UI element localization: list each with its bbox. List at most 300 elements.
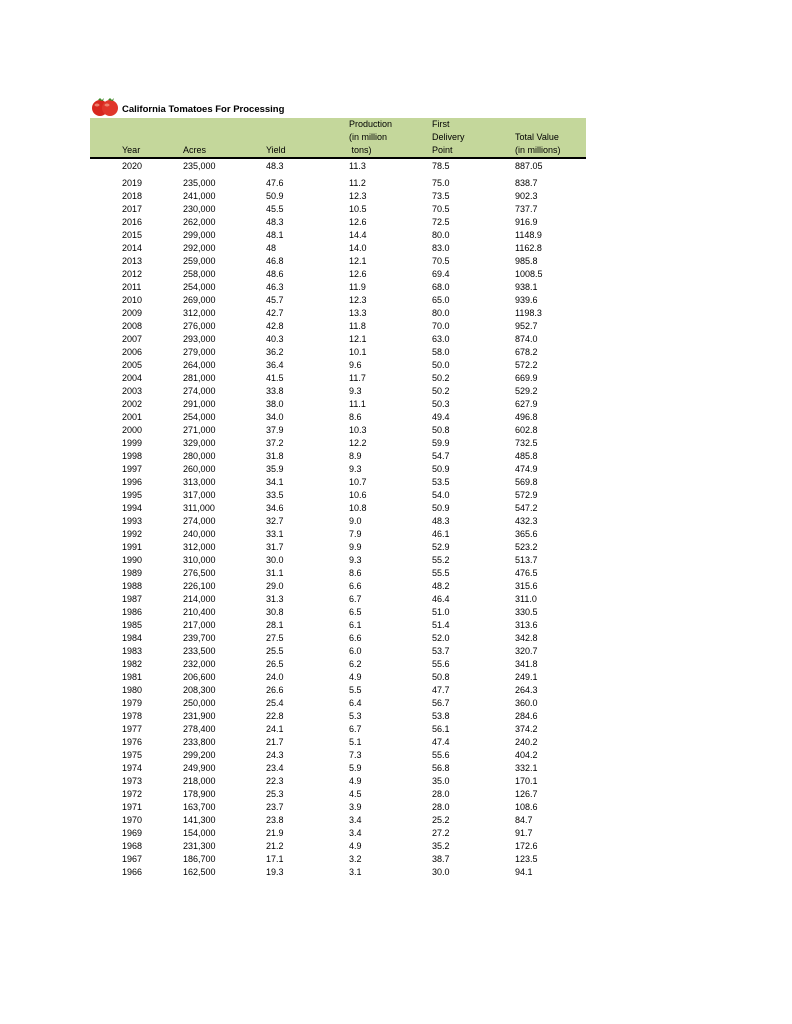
cell-first-delivery: 69.4 — [432, 269, 450, 279]
cell-year: 1969 — [122, 828, 143, 838]
cell-first-delivery: 63.0 — [432, 334, 450, 344]
cell-total-value: 627.9 — [515, 399, 538, 409]
cell-total-value: 315.6 — [515, 581, 538, 591]
table-row — [90, 411, 586, 424]
cell-first-delivery: 28.0 — [432, 802, 450, 812]
cell-yield: 33.1 — [266, 529, 284, 539]
cell-yield: 22.3 — [266, 776, 284, 786]
table-row — [90, 567, 586, 580]
table-row — [90, 229, 586, 242]
cell-first-delivery: 50.3 — [432, 399, 450, 409]
cell-production: 5.1 — [349, 737, 362, 747]
cell-production: 6.0 — [349, 646, 362, 656]
header-year: Year — [122, 145, 141, 155]
cell-first-delivery: 78.5 — [432, 161, 450, 171]
cell-yield: 25.4 — [266, 698, 284, 708]
cell-first-delivery: 55.6 — [432, 750, 450, 760]
cell-year: 1970 — [122, 815, 143, 825]
cell-year: 1973 — [122, 776, 143, 786]
cell-yield: 34.1 — [266, 477, 284, 487]
cell-yield: 26.6 — [266, 685, 284, 695]
cell-first-delivery: 56.7 — [432, 698, 450, 708]
cell-year: 1967 — [122, 854, 143, 864]
cell-year: 1985 — [122, 620, 143, 630]
cell-total-value: 939.6 — [515, 295, 538, 305]
cell-acres: 292,000 — [183, 243, 216, 253]
cell-acres: 293,000 — [183, 334, 216, 344]
table-row — [90, 203, 586, 216]
cell-total-value: 313.6 — [515, 620, 538, 630]
table-row — [90, 554, 586, 567]
cell-acres: 262,000 — [183, 217, 216, 227]
cell-production: 10.7 — [349, 477, 367, 487]
table-row — [90, 645, 586, 658]
cell-year: 2014 — [122, 243, 143, 253]
cell-first-delivery: 47.7 — [432, 685, 450, 695]
cell-first-delivery: 48.3 — [432, 516, 450, 526]
cell-production: 12.6 — [349, 217, 367, 227]
cell-year: 1966 — [122, 867, 143, 877]
cell-total-value: 547.2 — [515, 503, 538, 513]
cell-first-delivery: 25.2 — [432, 815, 450, 825]
cell-production: 4.9 — [349, 672, 362, 682]
table-row — [90, 333, 586, 346]
cell-yield: 24.1 — [266, 724, 284, 734]
cell-production: 11.8 — [349, 321, 366, 331]
table-row — [90, 320, 586, 333]
cell-yield: 48.6 — [266, 269, 284, 279]
cell-yield: 42.8 — [266, 321, 284, 331]
cell-yield: 21.2 — [266, 841, 284, 851]
table-row — [90, 216, 586, 229]
cell-production: 12.1 — [349, 334, 367, 344]
table-row — [90, 658, 586, 671]
cell-production: 12.3 — [349, 191, 367, 201]
cell-first-delivery: 56.1 — [432, 724, 450, 734]
cell-yield: 45.7 — [266, 295, 284, 305]
cell-first-delivery: 28.0 — [432, 789, 450, 799]
cell-total-value: 737.7 — [515, 204, 538, 214]
cell-yield: 30.0 — [266, 555, 284, 565]
cell-production: 14.0 — [349, 243, 367, 253]
cell-first-delivery: 73.5 — [432, 191, 450, 201]
cell-first-delivery: 72.5 — [432, 217, 450, 227]
table-row — [90, 736, 586, 749]
cell-year: 2011 — [122, 282, 142, 292]
cell-production: 9.0 — [349, 516, 362, 526]
cell-first-delivery: 55.5 — [432, 568, 450, 578]
cell-total-value: 732.5 — [515, 438, 538, 448]
cell-acres: 280,000 — [183, 451, 216, 461]
cell-acres: 312,000 — [183, 308, 216, 318]
cell-production: 4.9 — [349, 776, 362, 786]
cell-yield: 47.6 — [266, 178, 284, 188]
cell-total-value: 284.6 — [515, 711, 538, 721]
table-row — [90, 281, 586, 294]
table-row — [90, 190, 586, 203]
cell-acres: 210,400 — [183, 607, 216, 617]
header-total-value-line1: Total Value — [515, 132, 559, 142]
table-row — [90, 346, 586, 359]
cell-first-delivery: 38.7 — [432, 854, 450, 864]
table-row — [90, 359, 586, 372]
cell-production: 12.6 — [349, 269, 367, 279]
cell-year: 1994 — [122, 503, 143, 513]
cell-first-delivery: 51.4 — [432, 620, 450, 630]
cell-year: 2012 — [122, 269, 143, 279]
cell-total-value: 91.7 — [515, 828, 533, 838]
cell-year: 1998 — [122, 451, 143, 461]
cell-total-value: 669.9 — [515, 373, 538, 383]
cell-yield: 25.3 — [266, 789, 284, 799]
cell-acres: 299,000 — [183, 230, 216, 240]
cell-production: 12.1 — [349, 256, 367, 266]
cell-first-delivery: 53.8 — [432, 711, 450, 721]
cell-acres: 311,000 — [183, 503, 215, 513]
cell-acres: 258,000 — [183, 269, 216, 279]
cell-year: 2000 — [122, 425, 143, 435]
cell-production: 11.1 — [349, 399, 366, 409]
cell-acres: 317,000 — [183, 490, 216, 500]
cell-production: 6.5 — [349, 607, 362, 617]
table-row — [90, 437, 586, 450]
cell-year: 1979 — [122, 698, 143, 708]
cell-production: 9.3 — [349, 555, 362, 565]
cell-acres: 276,000 — [183, 321, 216, 331]
table-row — [90, 749, 586, 762]
cell-first-delivery: 56.8 — [432, 763, 450, 773]
cell-total-value: 320.7 — [515, 646, 538, 656]
cell-production: 11.9 — [349, 282, 366, 292]
cell-total-value: 330.5 — [515, 607, 538, 617]
cell-first-delivery: 50.2 — [432, 373, 450, 383]
header-first-delivery-line2: Delivery — [432, 132, 465, 142]
cell-yield: 22.8 — [266, 711, 284, 721]
cell-acres: 329,000 — [183, 438, 216, 448]
cell-year: 1986 — [122, 607, 143, 617]
cell-yield: 33.5 — [266, 490, 284, 500]
cell-production: 5.5 — [349, 685, 362, 695]
table-row — [90, 593, 586, 606]
cell-year: 2004 — [122, 373, 143, 383]
cell-yield: 40.3 — [266, 334, 284, 344]
table-row — [90, 502, 586, 515]
cell-acres: 230,000 — [183, 204, 216, 214]
cell-yield: 37.9 — [266, 425, 284, 435]
cell-total-value: 108.6 — [515, 802, 538, 812]
cell-acres: 274,000 — [183, 516, 216, 526]
cell-yield: 46.8 — [266, 256, 284, 266]
table-row — [90, 450, 586, 463]
table-row — [90, 372, 586, 385]
cell-production: 9.3 — [349, 464, 362, 474]
cell-year: 1991 — [122, 542, 143, 552]
cell-year: 1982 — [122, 659, 143, 669]
table-row — [90, 619, 586, 632]
cell-yield: 23.8 — [266, 815, 284, 825]
cell-total-value: 902.3 — [515, 191, 538, 201]
cell-production: 12.3 — [349, 295, 367, 305]
cell-total-value: 474.9 — [515, 464, 538, 474]
header-first-delivery-line1: First — [432, 119, 450, 129]
table-row — [90, 528, 586, 541]
cell-year: 1987 — [122, 594, 143, 604]
cell-acres: 299,200 — [183, 750, 216, 760]
cell-total-value: 513.7 — [515, 555, 538, 565]
table-body — [90, 160, 586, 879]
cell-first-delivery: 54.7 — [432, 451, 450, 461]
cell-year: 2016 — [122, 217, 143, 227]
cell-total-value: 264.3 — [515, 685, 538, 695]
cell-year: 1975 — [122, 750, 143, 760]
cell-year: 2010 — [122, 295, 143, 305]
cell-first-delivery: 80.0 — [432, 230, 450, 240]
cell-first-delivery: 50.8 — [432, 672, 450, 682]
cell-total-value: 374.2 — [515, 724, 538, 734]
table-row — [90, 827, 586, 840]
cell-acres: 250,000 — [183, 698, 216, 708]
cell-yield: 46.3 — [266, 282, 284, 292]
cell-yield: 41.5 — [266, 373, 284, 383]
cell-year: 1972 — [122, 789, 143, 799]
cell-acres: 178,900 — [183, 789, 216, 799]
cell-first-delivery: 70.5 — [432, 204, 450, 214]
cell-production: 6.2 — [349, 659, 362, 669]
cell-acres: 239,700 — [183, 633, 216, 643]
cell-production: 6.6 — [349, 581, 362, 591]
cell-yield: 23.7 — [266, 802, 284, 812]
cell-year: 1981 — [122, 672, 143, 682]
cell-acres: 271,000 — [183, 425, 216, 435]
cell-first-delivery: 46.4 — [432, 594, 450, 604]
table-row — [90, 710, 586, 723]
cell-year: 2017 — [122, 204, 143, 214]
cell-total-value: 485.8 — [515, 451, 538, 461]
cell-first-delivery: 50.9 — [432, 464, 450, 474]
cell-acres: 226,100 — [183, 581, 216, 591]
cell-first-delivery: 50.2 — [432, 386, 450, 396]
cell-production: 11.2 — [349, 178, 366, 188]
cell-first-delivery: 27.2 — [432, 828, 450, 838]
table-row — [90, 463, 586, 476]
cell-total-value: 365.6 — [515, 529, 538, 539]
cell-yield: 24.3 — [266, 750, 284, 760]
table-row — [90, 242, 586, 255]
table-row — [90, 476, 586, 489]
cell-production: 6.6 — [349, 633, 362, 643]
cell-production: 3.9 — [349, 802, 362, 812]
cell-acres: 214,000 — [183, 594, 216, 604]
cell-yield: 26.5 — [266, 659, 284, 669]
cell-total-value: 523.2 — [515, 542, 538, 552]
table-row — [90, 385, 586, 398]
cell-yield: 48.1 — [266, 230, 284, 240]
cell-acres: 231,900 — [183, 711, 216, 721]
table-row — [90, 541, 586, 554]
cell-acres: 274,000 — [183, 386, 216, 396]
header-production-line1: Production — [349, 119, 393, 129]
cell-first-delivery: 83.0 — [432, 243, 450, 253]
cell-production: 8.6 — [349, 568, 362, 578]
cell-total-value: 529.2 — [515, 386, 538, 396]
cell-total-value: 172.6 — [515, 841, 538, 851]
table-row — [90, 840, 586, 853]
cell-yield: 17.1 — [266, 854, 284, 864]
cell-total-value: 123.5 — [515, 854, 538, 864]
table-row — [90, 294, 586, 307]
cell-total-value: 602.8 — [515, 425, 538, 435]
cell-production: 9.6 — [349, 360, 362, 370]
cell-first-delivery: 59.9 — [432, 438, 450, 448]
cell-year: 1980 — [122, 685, 143, 695]
cell-total-value: 432.3 — [515, 516, 538, 526]
cell-yield: 36.2 — [266, 347, 284, 357]
table-row — [90, 255, 586, 268]
cell-year: 1992 — [122, 529, 143, 539]
cell-year: 1968 — [122, 841, 143, 851]
cell-production: 7.3 — [349, 750, 362, 760]
cell-total-value: 678.2 — [515, 347, 538, 357]
cell-yield: 28.1 — [266, 620, 284, 630]
cell-year: 2018 — [122, 191, 143, 201]
cell-yield: 48 — [266, 243, 277, 253]
cell-production: 3.4 — [349, 815, 362, 825]
cell-yield: 36.4 — [266, 360, 284, 370]
title-row — [90, 95, 590, 117]
cell-year: 2013 — [122, 256, 143, 266]
cell-acres: 208,300 — [183, 685, 216, 695]
header-production-line2: (in million — [349, 132, 388, 142]
cell-first-delivery: 51.0 — [432, 607, 450, 617]
cell-total-value: 404.2 — [515, 750, 538, 760]
cell-yield: 21.7 — [266, 737, 284, 747]
cell-year: 2009 — [122, 308, 143, 318]
cell-production: 12.2 — [349, 438, 367, 448]
table-row — [90, 684, 586, 697]
cell-production: 3.4 — [349, 828, 362, 838]
cell-first-delivery: 68.0 — [432, 282, 450, 292]
cell-production: 8.9 — [349, 451, 362, 461]
cell-acres: 254,000 — [183, 282, 216, 292]
cell-year: 1988 — [122, 581, 143, 591]
cell-first-delivery: 70.5 — [432, 256, 450, 266]
cell-total-value: 1162.8 — [515, 243, 542, 253]
cell-production: 10.5 — [349, 204, 367, 214]
cell-year: 2007 — [122, 334, 143, 344]
cell-acres: 206,600 — [183, 672, 216, 682]
cell-yield: 21.9 — [266, 828, 284, 838]
cell-acres: 154,000 — [183, 828, 216, 838]
cell-production: 10.1 — [349, 347, 367, 357]
cell-total-value: 360.0 — [515, 698, 538, 708]
cell-total-value: 342.8 — [515, 633, 538, 643]
cell-acres: 313,000 — [183, 477, 216, 487]
cell-first-delivery: 50.0 — [432, 360, 450, 370]
cell-production: 8.6 — [349, 412, 362, 422]
cell-yield: 23.4 — [266, 763, 284, 773]
cell-year: 1976 — [122, 737, 143, 747]
cell-yield: 48.3 — [266, 217, 284, 227]
cell-total-value: 311.0 — [515, 594, 537, 604]
table-row — [90, 424, 586, 437]
table-header — [90, 118, 586, 159]
cell-total-value: 938.1 — [515, 282, 538, 292]
cell-acres: 269,000 — [183, 295, 216, 305]
cell-total-value: 887.05 — [515, 161, 543, 171]
cell-year: 1983 — [122, 646, 143, 656]
cell-yield: 25.5 — [266, 646, 284, 656]
cell-year: 1989 — [122, 568, 143, 578]
cell-production: 14.4 — [349, 230, 367, 240]
header-first-delivery-line3: Point — [432, 145, 453, 155]
cell-acres: 186,700 — [183, 854, 216, 864]
cell-yield: 31.3 — [266, 594, 284, 604]
cell-year: 1997 — [122, 464, 143, 474]
cell-first-delivery: 80.0 — [432, 308, 450, 318]
cell-year: 1977 — [122, 724, 143, 734]
cell-total-value: 838.7 — [515, 178, 538, 188]
cell-production: 9.9 — [349, 542, 362, 552]
cell-total-value: 240.2 — [515, 737, 538, 747]
cell-acres: 312,000 — [183, 542, 216, 552]
cell-year: 2003 — [122, 386, 143, 396]
header-acres: Acres — [183, 145, 207, 155]
cell-total-value: 569.8 — [515, 477, 538, 487]
table-row — [90, 632, 586, 645]
cell-acres: 233,800 — [183, 737, 216, 747]
cell-yield: 45.5 — [266, 204, 284, 214]
cell-total-value: 985.8 — [515, 256, 538, 266]
table-row — [90, 723, 586, 736]
cell-production: 5.9 — [349, 763, 362, 773]
cell-yield: 31.7 — [266, 542, 284, 552]
cell-yield: 27.5 — [266, 633, 284, 643]
cell-first-delivery: 46.1 — [432, 529, 450, 539]
cell-year: 2020 — [122, 161, 143, 171]
cell-acres: 249,900 — [183, 763, 216, 773]
table-row — [90, 307, 586, 320]
cell-total-value: 572.2 — [515, 360, 538, 370]
cell-yield: 32.7 — [266, 516, 284, 526]
cell-yield: 24.0 — [266, 672, 284, 682]
cell-first-delivery: 47.4 — [432, 737, 450, 747]
cell-production: 3.1 — [349, 867, 362, 877]
cell-acres: 162,500 — [183, 867, 216, 877]
table-row — [90, 160, 586, 177]
cell-first-delivery: 65.0 — [432, 295, 450, 305]
cell-yield: 19.3 — [266, 867, 284, 877]
cell-production: 10.3 — [349, 425, 367, 435]
cell-first-delivery: 35.0 — [432, 776, 450, 786]
cell-acres: 141,300 — [183, 815, 216, 825]
cell-year: 1996 — [122, 477, 143, 487]
cell-year: 1971 — [122, 802, 143, 812]
cell-year: 1974 — [122, 763, 143, 773]
cell-acres: 254,000 — [183, 412, 216, 422]
cell-total-value: 126.7 — [515, 789, 538, 799]
cell-year: 2019 — [122, 178, 143, 188]
cell-acres: 163,700 — [183, 802, 216, 812]
cell-production: 7.9 — [349, 529, 362, 539]
cell-acres: 232,000 — [183, 659, 216, 669]
table-row — [90, 177, 586, 190]
cell-yield: 38.0 — [266, 399, 284, 409]
cell-first-delivery: 49.4 — [432, 412, 450, 422]
cell-production: 6.7 — [349, 724, 362, 734]
cell-acres: 291,000 — [183, 399, 216, 409]
cell-first-delivery: 75.0 — [432, 178, 450, 188]
cell-total-value: 94.1 — [515, 867, 533, 877]
